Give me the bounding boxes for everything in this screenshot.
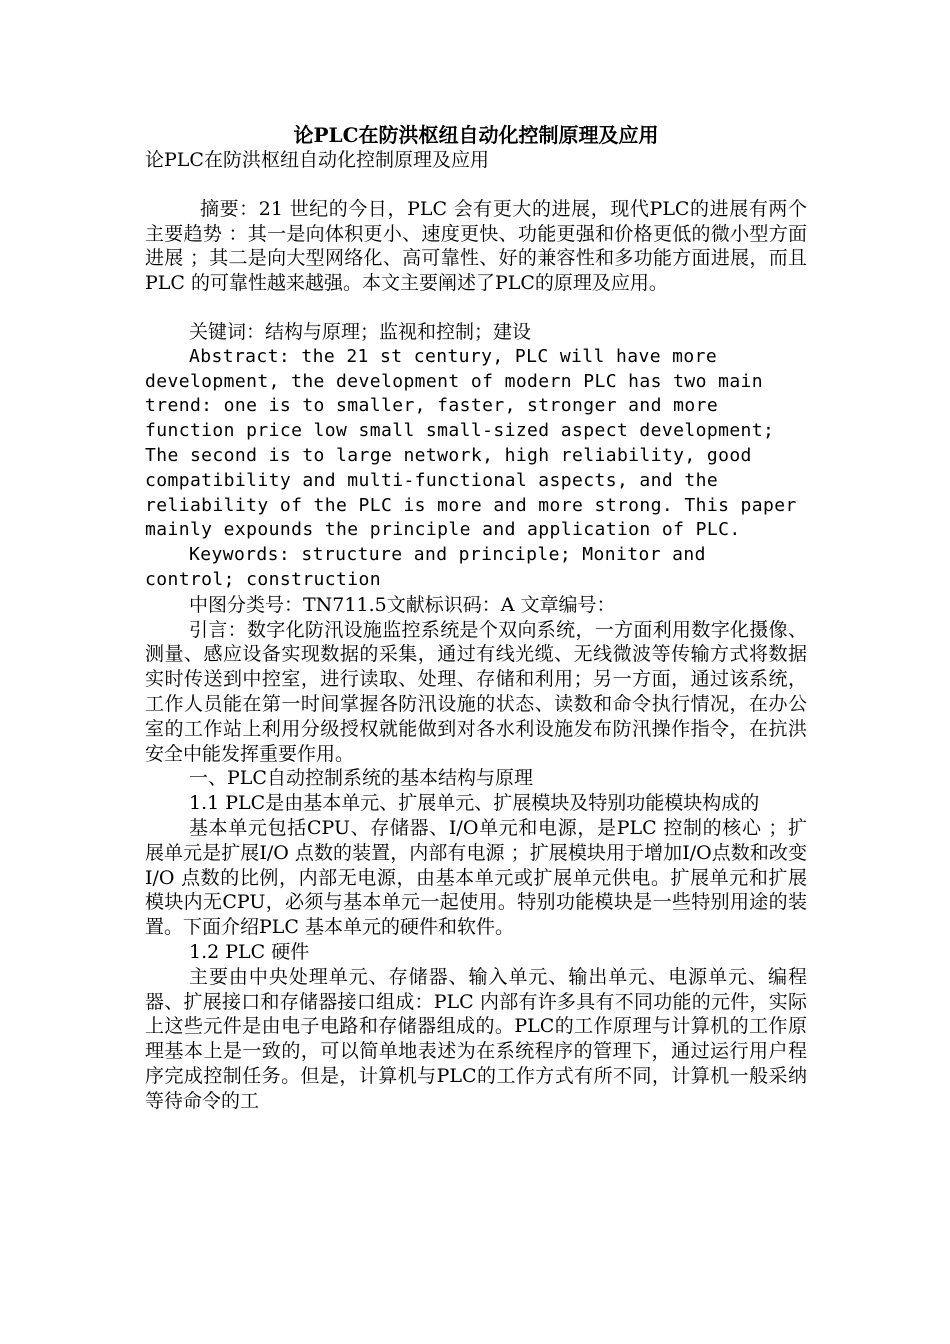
classification-line: 中图分类号：TN711.5文献标识码：A 文章编号： [189, 593, 616, 616]
section-1-2-heading: 1.2 PLC 硬件 [189, 940, 310, 963]
abstract-chinese: 摘要：21 世纪的今日，PLC 会有更大的进展，现代PLC的进展有两个主要趋势 ：其一是向体积更小、速度更快、功能更强和价格更低的微小型方面进展 ；其二是向大型网络化、高可靠性、好的兼容性和多功能方面进展，而且PLC 的可靠性越来越强。本文主要阐述了PLC的原理及应用。 [145, 197, 807, 295]
paragraph-gap [145, 296, 807, 320]
keywords-english: Keywords: structure and principle; Monitor and control; construction [145, 544, 706, 590]
document-title: 论PLC在防洪枢纽自动化控制原理及应用 [293, 123, 659, 147]
section-1-2-body: 主要由中央处理单元、存储器、输入单元、输出单元、电源单元、编程器、扩展接口和存储器接口组成：PLC 内部有许多具有不同功能的元件，实际上这些元件是由电子电路和存储器组成的。PLC的工作原理与计算机的工作原理基本上是一致的，可以简单地表述为在系统程序的管理下，通过运行用户程序完成控制任务。但是，计算机与PLC的工作方式有所不同，计算机一般采纳等待命令的工 [145, 965, 807, 1112]
section-1-heading: 一、PLC自动控制系统的基本结构与原理 [189, 767, 533, 790]
section-1-1-body: 基本单元包括CPU、存储器、I/O单元和电源，是PLC 控制的核心 ；扩展单元是扩展I/O 点数的装置，内部有电源 ；扩展模块用于增加I/O点数和改变I/O 点数的比例，内部无电源，由基本单元或扩展单元供电。扩展单元和扩展模块内无CPU，必须与基本单元一起使用。特别功能模块是一些特别用途的装置。下面介绍PLC 基本单元的硬件和软件。 [145, 816, 807, 939]
document-page [145, 122, 807, 1113]
introduction-paragraph: 引言：数字化防汛设施监控系统是个双向系统，一方面利用数字化摄像、测量、感应设备实现数据的采集，通过有线光缆、无线微波等传输方式将数据实时传送到中控室，进行读取、处理、存储和利用；另一方面，通过该系统，工作人员能在第一时间掌握各防汛设施的状态、读数和命令执行情况，在办公室的工作站上利用分级授权就能做到对各水利设施发布防汛操作指令，在抗洪安全中能发挥重要作用。 [145, 618, 807, 765]
section-1-1-heading: 1.1 PLC是由基本单元、扩展单元、扩展模块及特别功能模块构成的 [189, 792, 760, 815]
abstract-english: Abstract: the 21 st century, PLC will have more development, the development of modern PLC has two main trend: one is to smaller, faster, stronger and more function price low small small-sized aspect development; The second is to large network, high reliability, good compatibility and multi-functional aspects, and the reliability of the PLC is more and more strong. This paper mainly expounds the principle and application of PLC. [145, 345, 797, 541]
document-subtitle: 论PLC在防洪枢纽自动化控制原理及应用 [145, 149, 489, 171]
keywords-chinese: 关键词：结构与原理；监视和控制；建设 [189, 320, 532, 343]
